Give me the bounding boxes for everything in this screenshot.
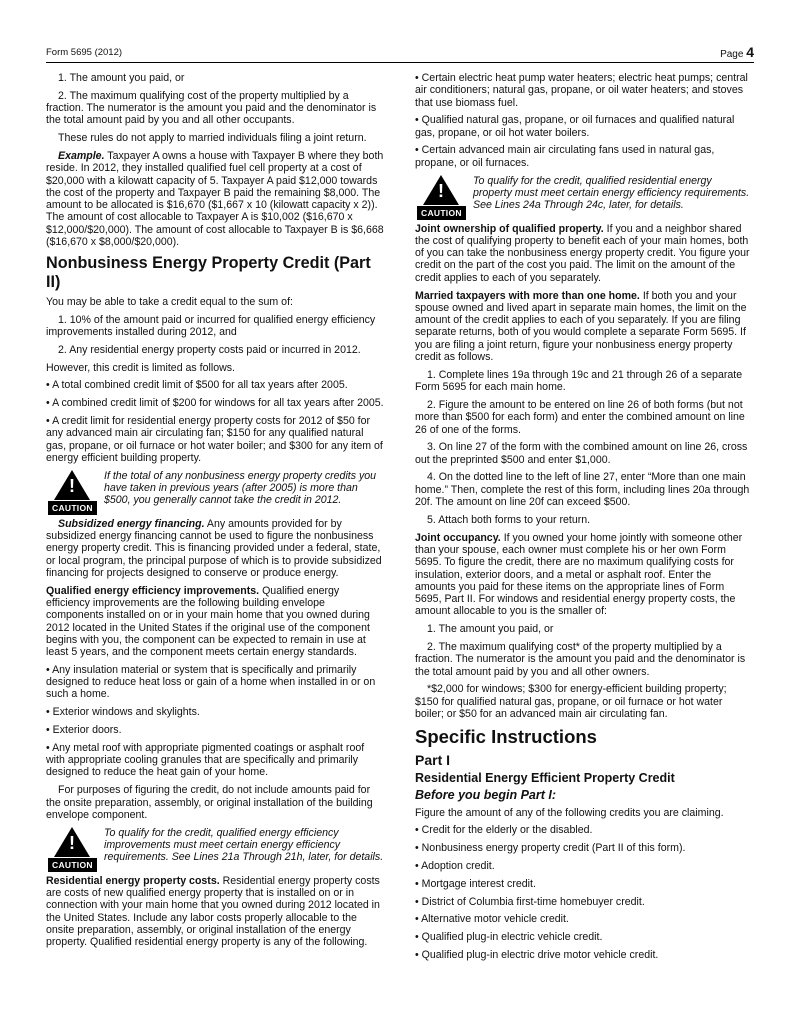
bullet: • Certain electric heat pump water heaters; electric heat pumps; central air conditioners; natural gas, propane, or oil water heaters; and stoves that use biomass fuel. <box>415 72 748 109</box>
bullet: • Any insulation material or system that is specifically and primarily designed to reduce heat loss or gain of a home when installed in or on such a home. <box>46 663 376 701</box>
paragraph: You may be able to take a credit equal to the sum of: <box>46 295 293 308</box>
subsection-heading: Before you begin Part I: <box>415 788 556 803</box>
example-paragraph: Example. Taxpayer A owns a house with Taxpayer B where they both reside. In 2012, they installed qualified fuel cell property at a cost of $20,000 with a kilowatt capacity of 5. Taxpayer A paid $12,000 towards the cost of the property and Taxpayer B paid the remaining $8,000. The amount to be allocated is $16,670 ($1,667 x 10 (kilowatt capacity x 2)). The amount of cost allocable to Taxpayer A is $10,002 ($16,670 x $12,000/$20,000). The amount of cost allocable to Taxpayer B is $6,668 ($16,670 x $8,000/$20,000). <box>46 149 384 249</box>
footnote: *$2,000 for windows; $300 for energy-efficient building property; $150 for qualified natural gas, propane, or oil furnace or hot water boiler; or $50 for an advanced main air circulating fan. <box>415 683 727 720</box>
bullet: • A total combined credit limit of $500 for all tax years after 2005. <box>46 379 348 392</box>
list-item: • Alternative motor vehicle credit. <box>415 913 569 926</box>
paragraph: Residential energy property costs. Residential energy property costs are costs of new qualified energy property that is installed on or in connection with your main home that you owned during 2012 located in the United States. Include any labor costs properly allocable to the onsite preparation, assembly, or original installation of the energy property. Qualified residential energy property is any of the following. <box>46 874 380 949</box>
list-item: • Qualified plug-in electric drive motor vehicle credit. <box>415 949 659 962</box>
caution-text: To qualify for the credit, qualified energy efficiency improvements must meet certain energy efficiency requirements. See Lines 21a Through 21h, later, for details. <box>104 826 384 864</box>
list-item: • Nonbusiness energy property credit (Part II of this form). <box>415 842 686 855</box>
bullet: • Qualified natural gas, propane, or oil furnaces and qualified natural gas, propane, or oil hot water boilers. <box>415 114 735 139</box>
caution-box <box>46 470 384 512</box>
caution-icon: ! CAUTION <box>46 827 104 869</box>
list-item: • Credit for the elderly or the disabled. <box>415 824 593 837</box>
caution-icon: ! CAUTION <box>46 470 104 512</box>
section-heading: Specific Instructions <box>415 725 597 747</box>
paragraph: 2. The maximum qualifying cost of the property multiplied by a fraction. The numerator is the amount you paid and the denominator is the total amount paid by you and all other occupants. <box>46 89 377 127</box>
list-item: • Mortgage interest credit. <box>415 877 536 890</box>
paragraph: Qualified energy efficiency improvements. Qualified energy efficiency improvements are the following building envelope components installed on or in your main home that you owned during 2012 located in the United States if the original use of the component begins with you, the component can be expected to remain in use at least 5 years, and the component meets certain energy standards. <box>46 584 370 659</box>
form-id: Form 5695 (2012) <box>46 47 123 58</box>
subsection-heading: Residential Energy Efficient Property Credit <box>415 771 675 786</box>
step: 4. On the dotted line to the left of line 27, enter “More than one main home.” Then, complete the rest of this form, including lines 20a through 20f. The amount on line 20f can exceed $500. <box>415 471 750 509</box>
bullet: • A credit limit for residential energy property costs for 2012 of $50 for any advanced main air circulating fan; $150 for any qualified natural gas, propane, or oil furnace or hot water boiler; and $300 for any item of energy efficient building property. <box>46 414 383 464</box>
paragraph: 1. The amount you paid, or <box>58 72 185 84</box>
paragraph: These rules do not apply to married individuals filing a joint return. <box>58 132 367 145</box>
page-header <box>46 44 754 63</box>
step: 1. Complete lines 19a through 19c and 21 through 26 of a separate Form 5695 for each main home. <box>415 368 743 394</box>
list-item: • District of Columbia first-time homebuyer credit. <box>415 895 645 908</box>
paragraph: Joint occupancy. If you owned your home jointly with someone other than your spouse, each owner must complete his or her own Form 5695. To figure the credit, there are no maximum qualifying costs for insulation, exterior doors, and a metal or asphalt roof. Enter the amounts you paid for these items on the appropriate lines of Form 5695, Part II. For windows and residential energy property costs, the amount allocable to you is the smaller of: <box>415 531 743 618</box>
bullet: • Certain advanced main air circulating fans used in natural gas, propane, or oil furnaces. <box>415 144 715 169</box>
caution-icon: ! CAUTION <box>415 175 473 217</box>
paragraph: Subsidized energy financing. Any amounts provided for by subsidized energy financing cannot be used to figure the nonbusiness energy property credit. This is financing provided under a federal, state, or local program, the principal purpose of which is to provide subsidized financing for projects designed to conserve or produce energy. <box>46 517 382 579</box>
caution-box <box>415 175 753 217</box>
part-heading: Part I <box>415 751 451 768</box>
paragraph: 2. The maximum qualifying cost* of the property multiplied by a fraction. The numerator is the amount you paid and the denominator is the total amount paid by you and all other owners. <box>415 640 746 678</box>
caution-text: If the total of any nonbusiness energy property credits you have taken in previous years (after 2005) is more than $500, you generally cannot take the credit in 2012. <box>104 469 377 507</box>
caution-box <box>46 827 384 869</box>
step: 2. Figure the amount to be entered on line 26 of both forms (but not more than $500 for each form) and enter the combined amount on line 26 of one of the forms. <box>415 398 745 436</box>
list-item: • Adoption credit. <box>415 860 495 873</box>
bullet: • A combined credit limit of $200 for windows for all tax years after 2005. <box>46 397 384 410</box>
list-item: • Qualified plug-in electric vehicle credit. <box>415 931 603 944</box>
right-column <box>415 72 753 967</box>
section-heading: Nonbusiness Energy Property Credit (Part II) <box>46 253 371 291</box>
paragraph: Married taxpayers with more than one home. If both you and your spouse owned and lived apart in separate main homes, the limit on the amount of the credit applies to each of you separately. If you are filing separate returns, both of you would complete a separate Form 5695. If you are filing a joint return, figure your nonbusiness energy property credit as follows. <box>415 289 747 364</box>
paragraph: 2. Any residential energy property costs paid or incurred in 2012. <box>58 343 361 356</box>
left-column <box>46 72 384 954</box>
caution-text: To qualify for the credit, qualified residential energy property must meet certain energy efficiency requirements. See Lines 24a Through 24c, later, for details. <box>473 174 750 212</box>
paragraph: Joint ownership of qualified property. If you and a neighbor shared the cost of qualifying property to benefit each of your main homes, both of you can take the nonbusiness energy property credit. You figure your credit on the part of the cost you paid. The limit on the amount of the credit applies to each of you separately. <box>415 222 750 284</box>
paragraph: However, this credit is limited as follows. <box>46 361 235 374</box>
bullet: • Exterior windows and skylights. <box>46 706 200 719</box>
step: 3. On line 27 of the form with the combined amount on line 26, cross out the preprinted $500 and enter $1,000. <box>415 441 748 466</box>
bullet: • Exterior doors. <box>46 724 122 737</box>
paragraph: 1. The amount you paid, or <box>427 623 554 636</box>
step: 5. Attach both forms to your return. <box>427 513 591 526</box>
page-number: Page 4 <box>720 44 754 60</box>
bullet: • Any metal roof with appropriate pigmented coatings or asphalt roof with appropriate cooling granules that are specifically and primarily designed to reduce the heat gain of your home. <box>46 741 365 779</box>
paragraph: For purposes of figuring the credit, do not include amounts paid for the onsite preparation, assembly, or original installation of the building envelope component. <box>46 784 373 821</box>
paragraph: 1. 10% of the amount paid or incurred for qualified energy efficiency improvements installed during 2012, and <box>46 313 376 338</box>
paragraph: Figure the amount of any of the following credits you are claiming. <box>415 806 724 819</box>
